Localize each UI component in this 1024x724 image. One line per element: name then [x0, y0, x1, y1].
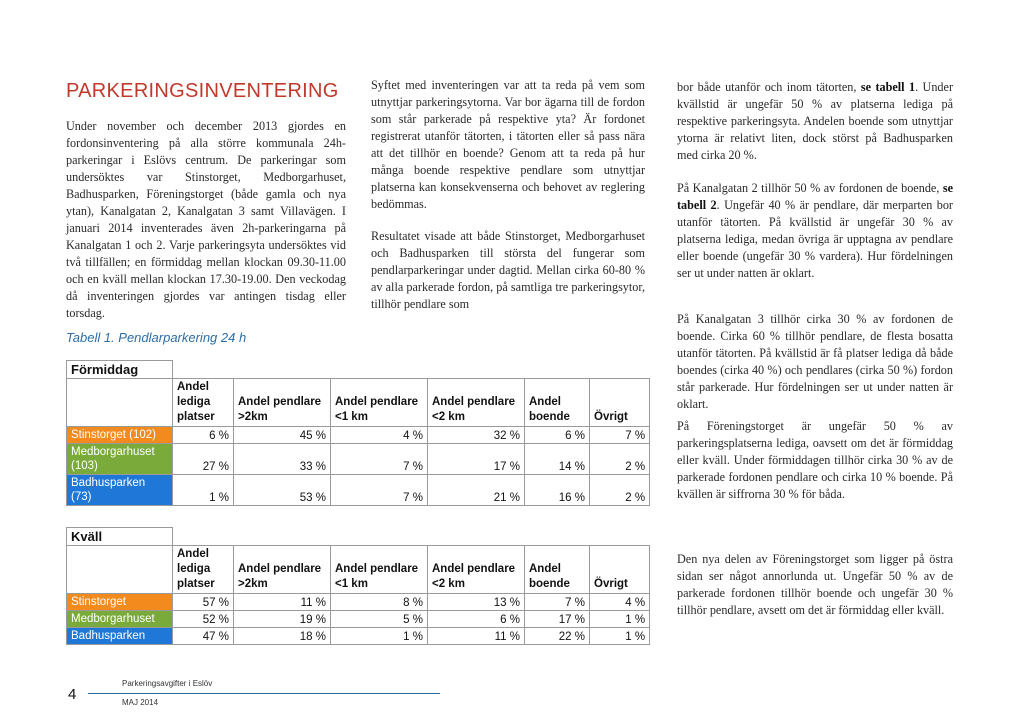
header-cell: Andel pendlare >2km: [234, 546, 331, 594]
text-segment: . Under kvällstid är ungefär 50 % av platserna lediga på respektive parkeringsyta. Andelen boende som utnyttjar ytorna är relativt liten, dock störst på Badhusparken med cirka 20 %.: [677, 80, 953, 162]
value-cell: 7 %: [331, 444, 428, 475]
header-cell: Andel lediga platser: [173, 379, 234, 427]
footer-divider: [88, 693, 440, 694]
text-segment: bor både utanför och inom tätorten,: [677, 80, 861, 94]
value-cell: 13 %: [428, 594, 525, 611]
purpose-paragraph: Syftet med inventeringen var att ta reda på vem som utnyttjar parkeringsytorna. Var bor ägarna till de fordon som står parkerade på respektive yta? Är fordonet registrerat utanför tätorten, i tätorten eller så pass nära att det tillhör en boende? Genom att ta reda på hur många boende respektive pendlare som utnyttjar platserna kan konsekvenserna och behovet av reglering bedömmas.: [371, 78, 645, 211]
row-label: Medborgarhuset (103): [67, 444, 173, 475]
value-cell: 33 %: [234, 444, 331, 475]
value-cell: 27 %: [173, 444, 234, 475]
value-cell: 5 %: [331, 611, 428, 628]
table-row: [67, 475, 650, 506]
foreningstorget-paragraph: På Föreningstorget är ungefär 50 % av parkeringsplatserna lediga, oavsett om det är förmiddag eller kväll. Under förmiddagen tillhör cirka 30 % av de parkerade fordonen pendlare och cirka 10 % boende. På kvällen är siffrorna 30 % för båda.: [677, 419, 953, 501]
footer-doc-title: Parkeringsavgifter i Eslöv: [122, 679, 213, 688]
header-cell: Andel pendlare <2 km: [428, 546, 525, 594]
intro-paragraph: Under november och december 2013 gjordes en fordonsinventering på alla större kommunala 24h-parkeringar i Eslövs centrum. De parkeringar som undersöktes var Stinstorget, Medborgarhuset, Badhusparken, Föreningstorget (både gamla och nya ytan), Kanalgatan 2, Kanalgatan 3 samt Villavägen. I januari 2014 inventerades även 2h-parkeringarna på Kanalgatan 1 och 2. Varje parkeringsyta undersöktes vid två tillfällen; en förmiddag mellan klockan 09.30-11.00 och en kväll mellan klockan 17.30-19.00. Den veckodag då inventeringen gjordes var antingen tisdag eller torsdag.: [66, 119, 346, 320]
table-title-row: [67, 361, 650, 379]
value-cell: 6 %: [428, 611, 525, 628]
header-cell: Övrigt: [590, 546, 650, 594]
header-cell: Andel pendlare >2km: [234, 379, 331, 427]
value-cell: 2 %: [590, 444, 650, 475]
evening-title: Kväll: [67, 528, 173, 546]
value-cell: 4 %: [590, 594, 650, 611]
value-cell: 19 %: [234, 611, 331, 628]
value-cell: 17 %: [525, 611, 590, 628]
table-header-row: [67, 546, 650, 594]
result-paragraph: Resultatet visade att både Stinstorget, Medborgarhuset och Badhusparken till största del fungerar som pendlarparkeringar under dagtid. Mellan cirka 60-80 % av alla parkerade fordon, på samtliga tre parkeringsytor, tillhör pendlare som: [371, 229, 645, 311]
value-cell: 7 %: [590, 427, 650, 444]
value-cell: 32 %: [428, 427, 525, 444]
blank-cell: [173, 361, 650, 379]
value-cell: 1 %: [590, 611, 650, 628]
blank-cell: [67, 546, 173, 594]
value-cell: 1 %: [331, 628, 428, 645]
result-continued-paragraph: [677, 79, 953, 164]
evening-table: [66, 527, 650, 645]
table-caption: Tabell 1. Pendlarparkering 24 h: [66, 330, 247, 345]
foreningstorget-east-paragraph: Den nya delen av Föreningstorget som ligger på östra sidan ser något annorlunda ut. Ungefär 50 % av de parkerade fordonen tillhör boende och ungefär 30 % tillhör pendlare, avsett om det är förmiddag eller kväll.: [677, 552, 953, 617]
value-cell: 52 %: [173, 611, 234, 628]
morning-table: [66, 360, 650, 506]
table-title-row: [67, 528, 650, 546]
header-cell: Övrigt: [590, 379, 650, 427]
table-row: [67, 427, 650, 444]
row-label: Badhusparken (73): [67, 475, 173, 506]
value-cell: 53 %: [234, 475, 331, 506]
page-number: 4: [68, 686, 77, 703]
table-reference-1: se tabell 1: [860, 80, 916, 94]
value-cell: 6 %: [173, 427, 234, 444]
value-cell: 11 %: [234, 594, 331, 611]
value-cell: 7 %: [525, 594, 590, 611]
footer-date: MAJ 2014: [122, 698, 159, 707]
value-cell: 6 %: [525, 427, 590, 444]
header-cell: Andel boende: [525, 379, 590, 427]
value-cell: 4 %: [331, 427, 428, 444]
header-cell: Andel pendlare <1 km: [331, 546, 428, 594]
value-cell: 2 %: [590, 475, 650, 506]
table-row: [67, 628, 650, 645]
header-cell: Andel pendlare <1 km: [331, 379, 428, 427]
page-heading: PARKERINGSINVENTERING: [66, 80, 339, 102]
value-cell: 18 %: [234, 628, 331, 645]
text-segment: På Kanalgatan 2 tillhör 50 % av fordonen de boende,: [677, 181, 943, 195]
table-reference-2: se tabell 2: [677, 181, 953, 212]
table-row: [67, 594, 650, 611]
morning-title: Förmiddag: [67, 361, 173, 379]
table-row: [67, 611, 650, 628]
value-cell: 17 %: [428, 444, 525, 475]
row-label: Badhusparken: [67, 628, 173, 645]
value-cell: 11 %: [428, 628, 525, 645]
table-row: [67, 444, 650, 475]
header-cell: Andel lediga platser: [173, 546, 234, 594]
blank-cell: [67, 379, 173, 427]
kanalgatan-2-paragraph: [677, 180, 953, 282]
row-label: Medborgarhuset: [67, 611, 173, 628]
value-cell: 22 %: [525, 628, 590, 645]
value-cell: 57 %: [173, 594, 234, 611]
table-header-row: [67, 379, 650, 427]
blank-cell: [173, 528, 650, 546]
value-cell: 1 %: [173, 475, 234, 506]
text-segment: . Ungefär 40 % är pendlare, där merparten bor utanför tätorten. På kvällstid är ungefär 30 % av platserna lediga, medan övriga är upptagna av pendlare eller boende (ungefär 30 % vardera). Hur fördelningen ser ut under natten är oklart.: [677, 198, 953, 280]
value-cell: 45 %: [234, 427, 331, 444]
value-cell: 1 %: [590, 628, 650, 645]
row-label: Stinstorget (102): [67, 427, 173, 444]
value-cell: 16 %: [525, 475, 590, 506]
value-cell: 7 %: [331, 475, 428, 506]
value-cell: 21 %: [428, 475, 525, 506]
header-cell: Andel boende: [525, 546, 590, 594]
header-cell: Andel pendlare <2 km: [428, 379, 525, 427]
row-label: Stinstorget: [67, 594, 173, 611]
value-cell: 14 %: [525, 444, 590, 475]
kanalgatan-3-paragraph: På Kanalgatan 3 tillhör cirka 30 % av fordonen de boende. Cirka 60 % tillhör pendlare, de flesta bosatta utanför tätorten. På kvällstid är få platser lediga då både boendes (cirka 40 %) och pendlares (cirka 50 %) fordon står parkerade. Hur fördelningen ser ut under natten är oklart.: [677, 312, 953, 411]
value-cell: 8 %: [331, 594, 428, 611]
value-cell: 47 %: [173, 628, 234, 645]
